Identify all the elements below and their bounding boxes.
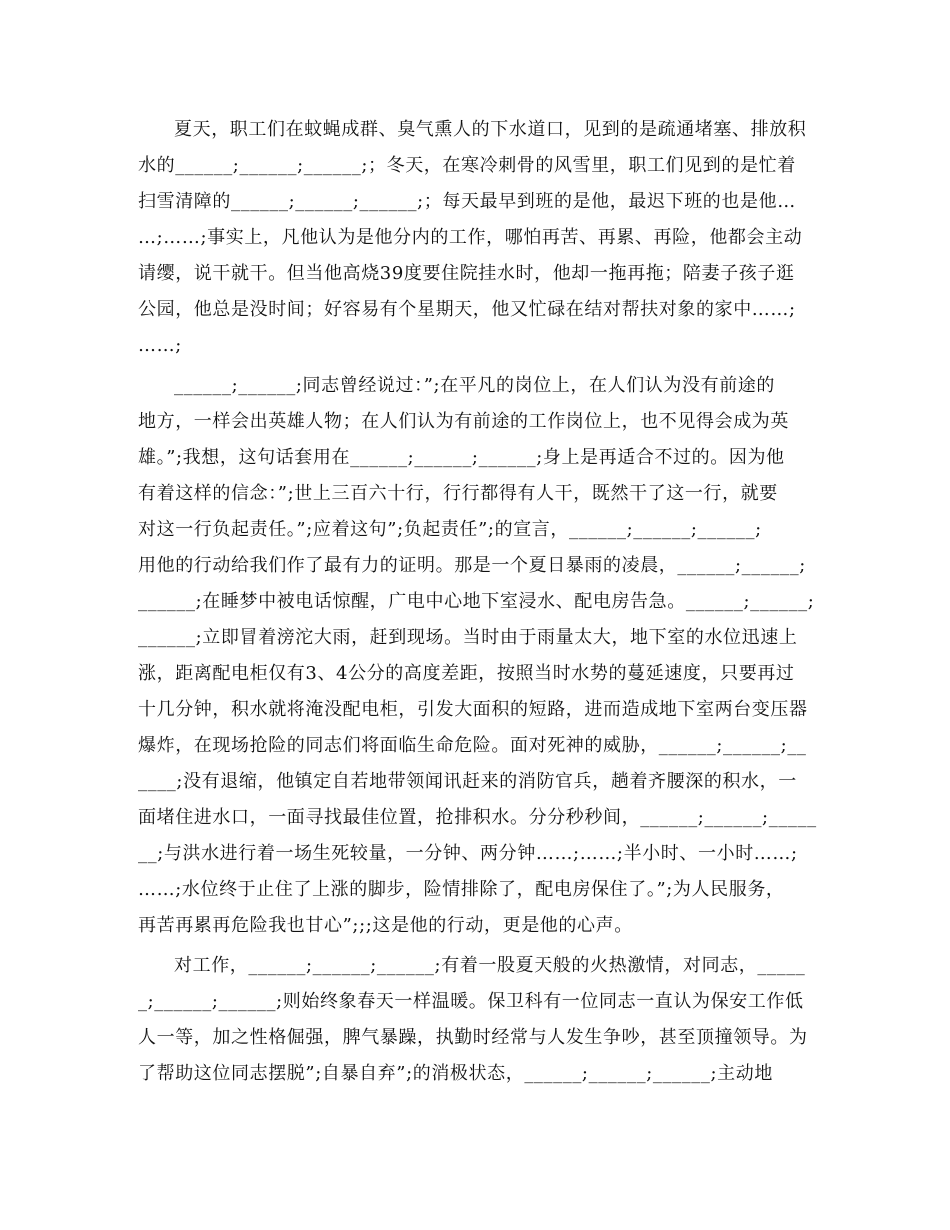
text-line: 扫雪清障的______;______;______;；每天最早到班的是他，最迟下班的也是他…	[138, 191, 796, 212]
document-body	[138, 112, 817, 1092]
text-line: __;与洪水进行着一场生死较量，一分钟、两分钟……;……;半小时、一小时……;	[138, 843, 798, 864]
text-line: 夏天，职工们在蚊蝇成群、臭气熏人的下水道口，见到的是疏通堵塞、排放积	[174, 119, 807, 140]
text-line: …;……;事实上，凡他认为是他分内的工作，哪怕再苦、再累、再险，他都会主动	[138, 227, 803, 248]
paragraph-3	[138, 948, 814, 1092]
text-line: ……;水位终于止住了上涨的脚步，险情排除了，配电房保住了。”;为人民服务，	[138, 879, 785, 900]
text-line: 再苦再累再危险我也甘心”;;;这是他的行动，更是他的心声。	[138, 915, 633, 936]
text-line: 雄。”;我想，这句话套用在______;______;______;身上是再适合不过的。因为他	[138, 447, 785, 468]
text-line: 涨，距离配电柜仅有3、4公分的高度差距，按照当时水势的蔓延速度，只要再过	[138, 663, 795, 684]
text-line: 面堵住进水口，一面寻找最佳位置，抢排积水。分分秒秒间，______;______;_____	[138, 807, 817, 828]
text-line: 用他的行动给我们作了最有力的证明。那是一个夏日暴雨的凌晨，______;______;	[138, 555, 806, 576]
text-line: ______;立即冒着滂沱大雨，赶到现场。当时由于雨量太大，地下室的水位迅速上	[138, 627, 798, 648]
text-line: 有着这样的信念：”;世上三百六十行，行行都得有人干，既然干了这一行，就要	[138, 483, 778, 504]
text-line: 地方，一样会出英雄人物；在人们认为有前途的工作岗位上，也不见得会成为英	[138, 411, 789, 432]
text-line: ____;没有退缩，他镇定自若地带领闻讯赶来的消防官兵，趟着齐腰深的积水，一	[138, 771, 797, 792]
text-line: 水的______;______;______;；冬天，在寒冷刺骨的风雪里，职工们见到的是忙着	[138, 155, 796, 176]
text-line: 爆炸，在现场抢险的同志们将面临生命危险。面对死神的威胁，______;______;__	[138, 735, 807, 756]
text-line: ……;	[138, 335, 182, 356]
text-line: 公园，他总是没时间；好容易有个星期天，他又忙碌在结对帮扶对象的家中……;	[138, 299, 796, 320]
text-line: _;______;______;则始终象春天一样温暖。保卫科有一位同志一直认为保安工作低	[138, 991, 804, 1012]
text-line: 十几分钟，积水就将淹没配电柜，引发大面积的短路，进而造成地下室两台变压器	[138, 699, 808, 720]
text-line: ______;在睡梦中被电话惊醒，广电中心地下室浸水、配电房告急。______;______;	[138, 591, 815, 612]
text-line: 了帮助这位同志摆脱”;自暴自弃”;的消极状态，______;______;______;主动地	[138, 1063, 773, 1084]
paragraph-2	[138, 368, 817, 944]
text-line: ______;______;同志曾经说过：”;在平凡的岗位上，在人们认为没有前途的	[174, 375, 775, 396]
paragraph-1	[138, 112, 814, 364]
text-line: 人一等，加之性格倔强，脾气暴躁，执勤时经常与人发生争吵，甚至顶撞领导。为	[138, 1027, 808, 1048]
text-line: 对工作，______;______;______;有着一股夏天般的火热激情，对同志，_____	[174, 955, 806, 976]
text-line: 请缨，说干就干。但当他高烧39度要住院挂水时，他却一拖再拖；陪妻子孩子逛	[138, 263, 795, 284]
text-line: 对这一行负起责任。”;应着这句”;负起责任”;的宣言，______;______;______;	[138, 519, 762, 540]
